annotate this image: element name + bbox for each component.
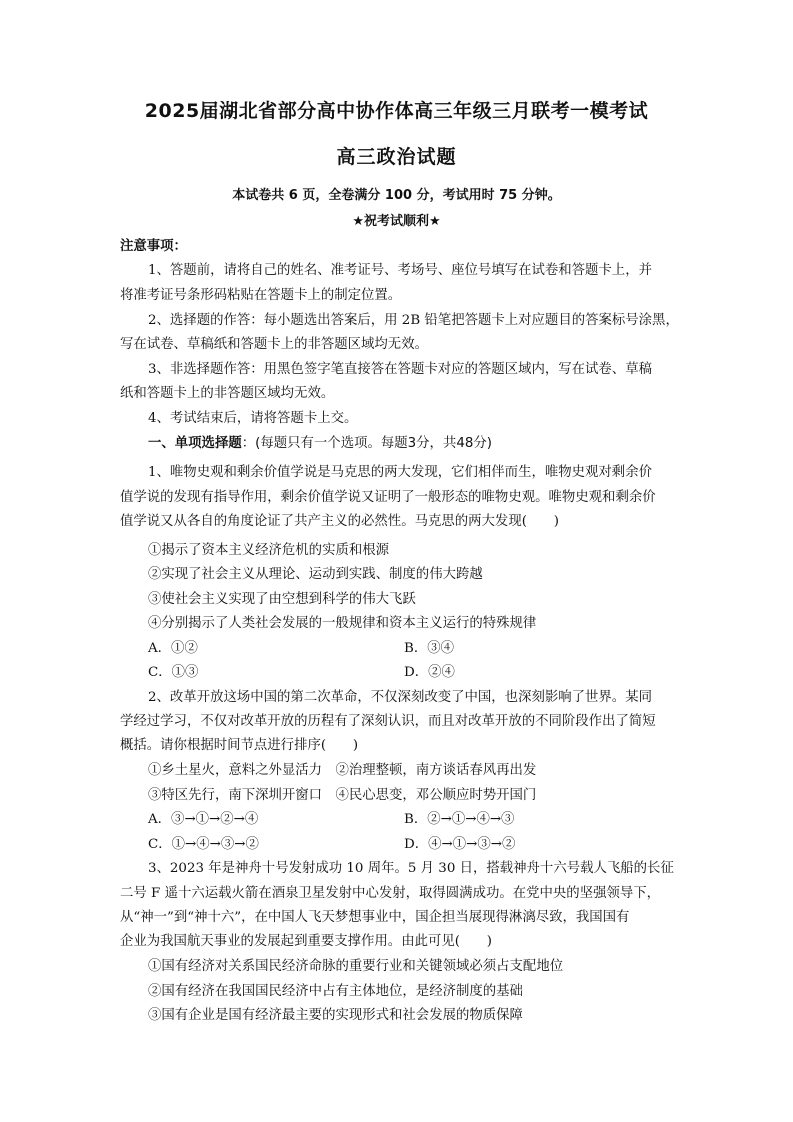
q1-statement-4: ④分别揭示了人类社会发展的一般规律和资本主义运行的特殊规律: [148, 616, 537, 631]
q3-stem-line-1: 3、2023 年是神舟十号发射成功 10 周年。5 月 30 日，搭载神舟十六号载人飞船的长征: [148, 861, 674, 876]
q3-stem-line-4: 企业为我国航天事业的发展起到重要支撑作用。由此可见( ): [120, 934, 492, 949]
q1-stem-line-1: 1、唯物史观和剩余价值学说是马克思的两大发现，它们相伴而生，唯物史观对剩余价: [148, 465, 652, 480]
q2-stem-line-3: 概括。请你根据时间节点进行排序( ): [120, 738, 359, 753]
note-3-line-1: 3、非选择题作答：用黑色签字笔直接答在答题卡对应的答题区域内，写在试卷、草稿: [148, 362, 652, 377]
q2-option-b: B．②→①→④→③: [404, 812, 515, 827]
q1-stem-line-2: 值学说的发现有指导作用，剩余价值学说又证明了一般形态的唯物史观。唯物史观和剩余价: [120, 490, 656, 505]
notes-heading: 注意事项：: [120, 239, 187, 254]
q1-statement-1: ①揭示了资本主义经济危机的实质和根源: [148, 543, 390, 558]
note-2-line-1: 2、选择题的作答：每小题选出答案后，用 2B 铅笔把答题卡上对应题目的答案标号涂黑，: [148, 313, 679, 328]
q1-option-d: D．②④: [404, 665, 455, 680]
note-2-line-2: 写在试卷、草稿纸和答题卡上的非答题区域均无效。: [120, 337, 428, 352]
section-heading-lead: 一、单项选择题: [148, 436, 242, 451]
q1-option-c: C．①③: [148, 665, 199, 680]
q2-stem-line-2: 学经过学习，不仅对改革开放的历程有了深刻认识，而且对改革开放的不同阶段作出了简短: [120, 714, 656, 729]
q2-option-a: A．③→①→②→④: [148, 812, 259, 827]
q2-option-d: D．④→①→③→②: [404, 837, 516, 852]
exam-subtitle: 高三政治试题: [336, 146, 457, 168]
q3-statement-1: ①国有经济对关系国民经济命脉的重要行业和关键领域必须占支配地位: [148, 959, 564, 974]
q2-stem-line-1: 2、改革开放这场中国的第二次革命，不仅深刻改变了中国，也深刻影响了世界。某同: [148, 690, 652, 705]
q1-statement-3: ③使社会主义实现了由空想到科学的伟大飞跃: [148, 592, 416, 607]
q3-statement-2: ②国有经济在我国国民经济中占有主体地位，是经济制度的基础: [148, 984, 523, 999]
note-3-line-2: 纸和答题卡上的非答题区域均无效。: [120, 386, 335, 401]
note-1-line-2: 将准考证号条形码粘贴在答题卡上的制定位置。: [120, 288, 402, 303]
q1-statement-2: ②实现了社会主义从理论、运动到实践、制度的伟大跨越: [148, 567, 483, 582]
q2-statement-line-1: ①乡土星火，意料之外显活力 ②治理整顿，南方谈话春风再出发: [148, 763, 537, 778]
section-heading: [148, 435, 680, 453]
note-1-line-1: 1、答题前，请将自己的姓名、准考证号、考场号、座位号填写在试卷和答题卡上，并: [148, 263, 652, 278]
q3-stem-line-2: 二号 F 遥十六运载火箭在酒泉卫星发射中心发射，取得圆满成功。在党中央的坚强领导下，: [120, 886, 661, 901]
q1-option-b: B．③④: [404, 641, 455, 656]
q3-statement-3: ③国有企业是国有经济最主要的实现形式和社会发展的物质保障: [148, 1008, 523, 1023]
note-4: 4、考试结束后，请将答题卡上交。: [148, 411, 358, 426]
exam-title: 2025届湖北省部分高中协作体高三年级三月联考一模考试: [144, 100, 649, 122]
blessing-line: ★祝考试顺利★: [352, 214, 441, 229]
q2-option-c: C．①→④→③→②: [148, 837, 259, 852]
section-heading-rest: ：(每题只有一个选项。每题3分，共48分): [241, 436, 492, 451]
q1-option-a: A．①②: [148, 641, 198, 656]
q2-statement-line-2: ③特区先行，南下深圳开窗口 ④民心思变，邓公顺应时势开国门: [148, 788, 537, 803]
exam-info: 本试卷共 6 页，全卷满分 100 分，考试用时 75 分钟。: [232, 188, 561, 203]
q1-stem-line-3: 值学说又从各自的角度论证了共产主义的必然性。马克思的两大发现( ): [120, 514, 559, 529]
q3-stem-line-3: 从“神一”到“神十六”，在中国人飞天梦想事业中，国企担当展现得淋漓尽致，我国国有: [120, 910, 630, 925]
